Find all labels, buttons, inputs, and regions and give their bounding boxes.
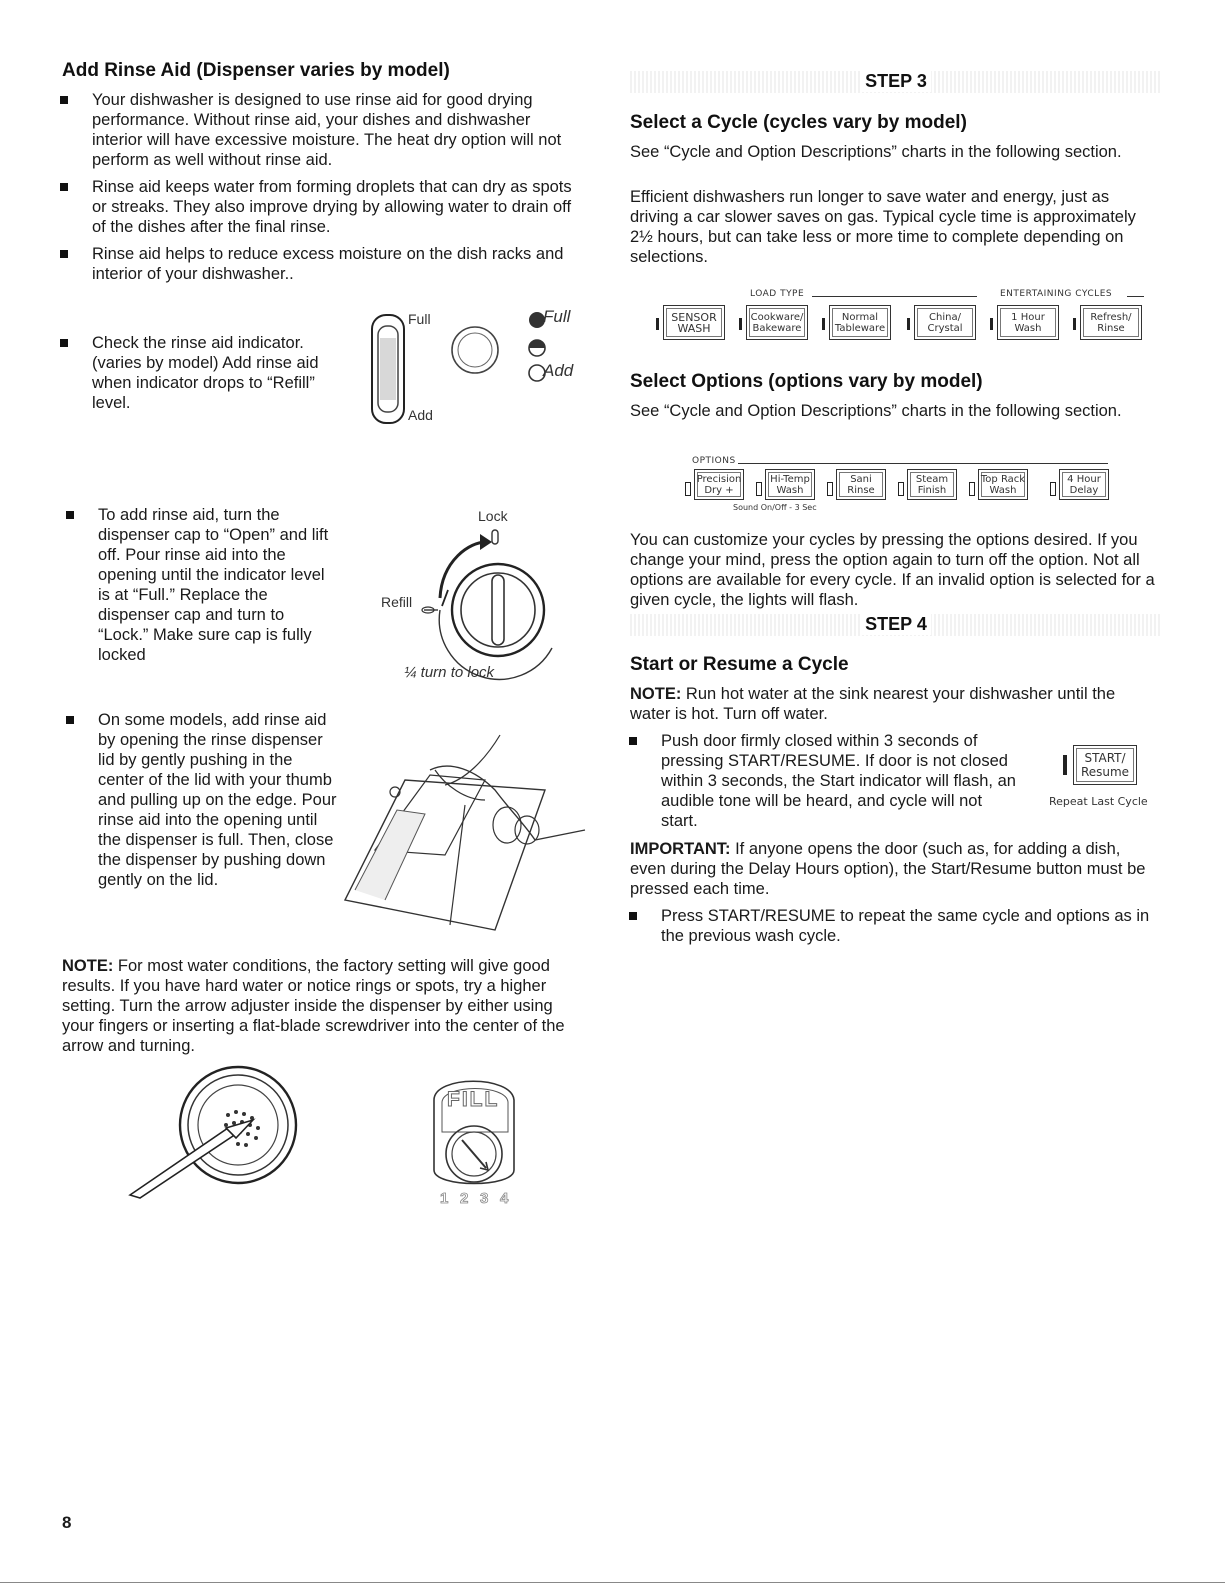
customize-cycles-text: You can customize your cycles by pressing the options desired. If you change your mind, press the option again to turn off the option. Not all options are available for every cycle. If an invalid option is selected for a given cycle, the lights will flash. <box>630 531 1155 609</box>
list-item: Check the rinse aid indicator. (varies by model) Add rinse aid when indicator drops to “Refill” level. <box>92 333 350 413</box>
step-4-label: STEP 4 <box>861 614 931 635</box>
indicator-light <box>656 318 659 330</box>
start-indicator-light <box>1063 755 1067 775</box>
note-text: For most water conditions, the factory setting will give good results. If you have hard water or notice rings or spots, try a higher setting. Turn the arrow adjuster inside the dispenser by either using your fingers or inserting a flat-blade screwdriver into the center of the arrow and turning. <box>62 957 565 1055</box>
list-item: Rinse aid helps to reduce excess moisture on the dish racks and interior of your dishwasher.. <box>92 244 582 284</box>
bottom-rule <box>0 1582 1225 1583</box>
list-item: Rinse aid keeps water from forming droplets that can dry as spots or streaks. They also improve drying by allowing water to drain off of the dishes after the final rinse. <box>92 177 587 237</box>
step-4-bar <box>630 614 1162 636</box>
divider <box>1127 296 1144 297</box>
rinse-aid-heading: Add Rinse Aid (Dispenser varies by model) <box>62 60 450 81</box>
select-options-heading: Select Options (options vary by model) <box>630 371 983 392</box>
important-text: If anyone opens the door (such as, for adding a dish, even during the Delay Hours option), the Start/Resume button must be pressed each time. <box>630 840 1146 898</box>
fill-label: FILL <box>447 1088 500 1111</box>
sani-rinse-button[interactable]: Sani Rinse <box>836 469 886 500</box>
setting-number-4: 4 <box>500 1190 509 1207</box>
select-options-text: See “Cycle and Option Descriptions” charts in the following section. <box>630 402 1122 420</box>
indicator-light <box>898 482 904 496</box>
setting-number-3: 3 <box>480 1190 489 1207</box>
list-item: On some models, add rinse aid by opening the rinse dispenser lid by gently pushing in the center of the lid with your thumb and pulling up on the edge. Pour rinse aid into the opening until the dispenser is full. Then, close the dispenser by pushing down gently on the lid. <box>98 711 337 889</box>
note-label: NOTE: <box>630 685 682 703</box>
indicator-light <box>685 482 691 496</box>
sound-toggle-hint: Sound On/Off - 3 Sec <box>733 503 817 512</box>
repeat-last-cycle-label: Repeat Last Cycle <box>1049 795 1148 808</box>
list-item: Push door firmly closed within 3 seconds of pressing START/RESUME. If door is not closed within 3 seconds, the Start indicator will flash, an audible tone will be heard, and cycle will not start. <box>661 732 1016 830</box>
list-item: Press START/RESUME to repeat the same cycle and options as in the previous wash cycle. <box>661 907 1150 945</box>
indicator-light <box>907 318 910 330</box>
fill-adjuster-dial-icon <box>422 1060 532 1190</box>
start-note <box>630 684 1155 724</box>
indicator-light <box>1050 482 1056 496</box>
list-item: To add rinse aid, turn the dispenser cap to “Open” and lift off. Pour rinse aid into the opening until the indicator level is at “Full.” Replace the dispenser cap and turn to “Lock.” Make sure cap is fully locked <box>98 505 338 665</box>
refresh-rinse-button[interactable]: Refresh/ Rinse <box>1080 305 1142 340</box>
normal-tableware-button[interactable]: Normal Tableware <box>829 305 891 340</box>
indicator-light <box>756 482 762 496</box>
step-3-label: STEP 3 <box>861 71 931 92</box>
important-label: IMPORTANT: <box>630 840 731 858</box>
cap-refill-label: Refill <box>381 594 413 610</box>
sensor-wash-button[interactable]: SENSOR WASH <box>663 305 725 340</box>
cap-quarter-turn-label: ¼ turn to lock <box>404 664 495 681</box>
select-cycle-efficiency-text: Efficient dishwashers run longer to save water and energy, just as driving a car slower saves on gas. Typical cycle time is approximately 2½ hours, but can take less or more time to complete depending on selections. <box>630 188 1136 266</box>
china-crystal-button[interactable]: China/ Crystal <box>914 305 976 340</box>
indicator-full-label: Full <box>408 311 431 327</box>
indicator-add-label: Add <box>408 407 433 423</box>
cap-lock-label: Lock <box>478 508 508 524</box>
indicator-light <box>969 482 975 496</box>
indicator-light <box>822 318 825 330</box>
indicator-full-italic-label: Full <box>543 307 571 326</box>
one-hour-wash-button[interactable]: 1 Hour Wash <box>997 305 1059 340</box>
indicator-light <box>739 318 742 330</box>
divider <box>812 296 977 297</box>
indicator-add-italic-label: Add <box>543 361 574 380</box>
note-label: NOTE: <box>62 957 114 975</box>
indicator-light <box>990 318 993 330</box>
options-label: OPTIONS <box>692 456 736 466</box>
list-item: Your dishwasher is designed to use rinse aid for good drying performance. Without rinse aid, your dishes and dishwasher interior will have excessive moisture. The heat dry option will not perform as well without rinse aid. <box>92 90 582 170</box>
divider <box>738 463 1108 464</box>
load-type-label: LOAD TYPE <box>750 289 805 299</box>
arrow-adjuster-screwdriver-icon <box>128 1060 308 1200</box>
select-cycle-text: See “Cycle and Option Descriptions” charts in the following section. <box>630 143 1122 161</box>
setting-number-2: 2 <box>460 1190 469 1207</box>
precision-dry-button[interactable]: Precision Dry + <box>694 469 744 500</box>
rinse-aid-note <box>62 956 587 1056</box>
indicator-light <box>827 482 833 496</box>
note-text: Run hot water at the sink nearest your dishwasher until the water is hot. Turn off water. <box>630 685 1116 723</box>
important-note <box>630 839 1158 899</box>
step-3-bar <box>630 71 1162 93</box>
entertaining-cycles-label: ENTERTAINING CYCLES <box>1000 289 1113 299</box>
page-number: 8 <box>62 1513 72 1532</box>
dispenser-lid-thumb-icon <box>335 730 585 950</box>
cookware-bakeware-button[interactable]: Cookware/ Bakeware <box>746 305 808 340</box>
hi-temp-wash-button[interactable]: Hi-Temp Wash <box>765 469 815 500</box>
select-cycle-heading: Select a Cycle (cycles vary by model) <box>630 112 967 133</box>
start-resume-button[interactable]: START/ Resume <box>1073 745 1137 785</box>
setting-number-1: 1 <box>440 1190 449 1207</box>
four-hour-delay-button[interactable]: 4 Hour Delay <box>1059 469 1109 500</box>
indicator-light <box>1073 318 1076 330</box>
top-rack-wash-button[interactable]: Top Rack Wash <box>978 469 1028 500</box>
start-resume-heading: Start or Resume a Cycle <box>630 654 849 675</box>
steam-finish-button[interactable]: Steam Finish <box>907 469 957 500</box>
